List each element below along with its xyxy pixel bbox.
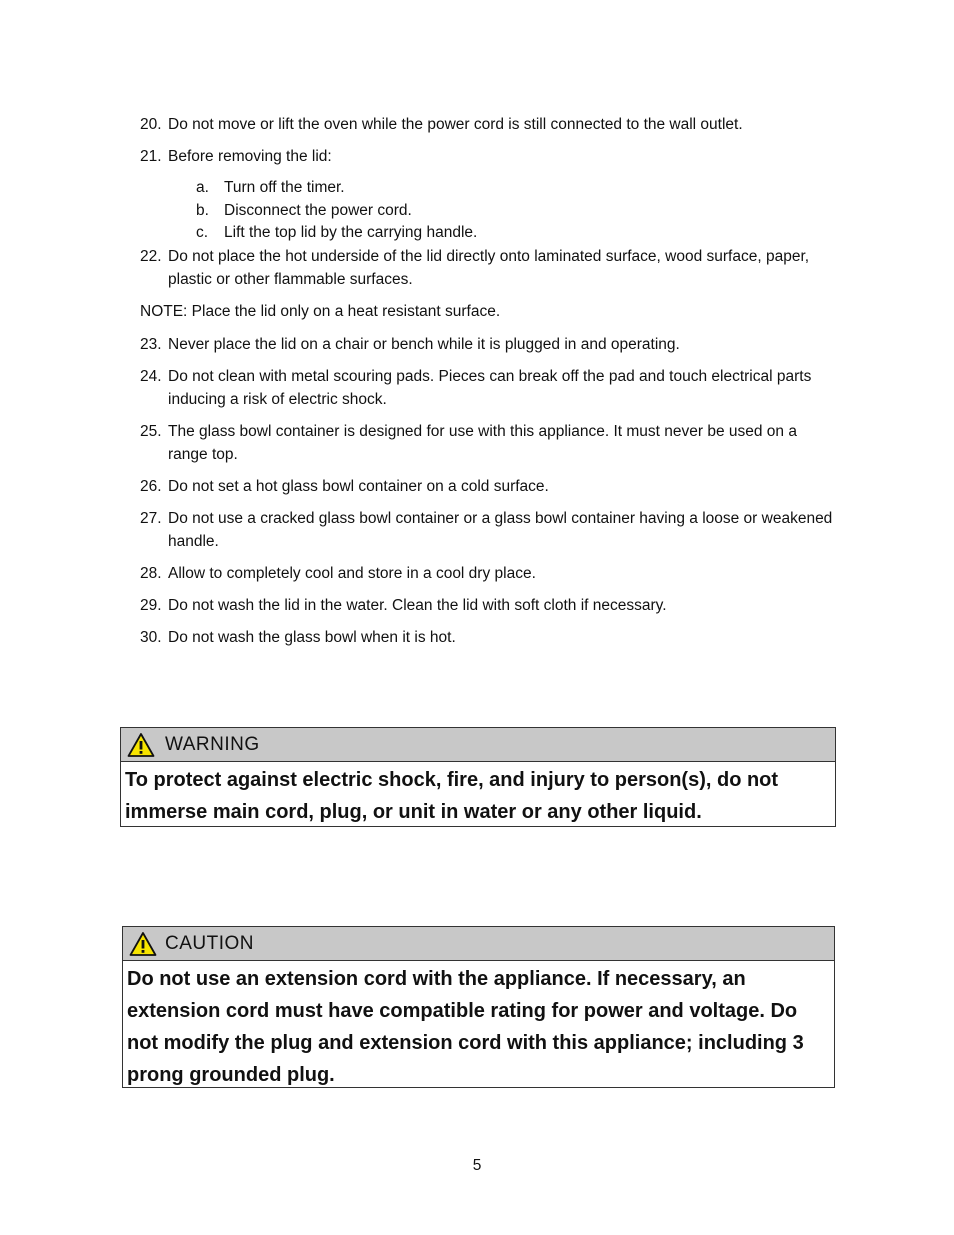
item-number: 22. [140, 248, 162, 265]
item-text: Do not move or lift the oven while the power cord is still connected to the wall outlet. [168, 116, 743, 133]
warning-label: WARNING [165, 733, 260, 755]
sub-item-a [196, 177, 816, 199]
item-text: Do not use a cracked glass bowl container or a glass bowl container having a loose or weakened handle. [168, 510, 833, 550]
item-number: 24. [140, 368, 162, 385]
item-number: 21. [140, 148, 162, 165]
list-item-28 [140, 562, 840, 585]
sub-item-letter: b. [196, 202, 209, 219]
caution-box [122, 926, 835, 1088]
item-text: Before removing the lid: [168, 148, 332, 165]
item-text: The glass bowl container is designed for use with this appliance. It must never be used on a range top. [168, 423, 797, 463]
list-item-20 [140, 113, 840, 136]
sub-item-c [196, 222, 816, 244]
sub-item-text: Turn off the timer. [224, 179, 345, 196]
item-text: Do not place the hot underside of the lid directly onto laminated surface, wood surface, paper, plastic or other flammable surfaces. [168, 248, 810, 288]
list-item-30 [140, 626, 840, 649]
item-text: Do not wash the glass bowl when it is hot. [168, 629, 456, 646]
warning-box [120, 727, 836, 827]
warning-triangle-icon [129, 931, 157, 957]
sub-item-letter: a. [196, 179, 209, 196]
caution-header [123, 927, 834, 961]
warning-text: To protect against electric shock, fire, and injury to person(s), do not immerse main cord, plug, or unit in water or any other liquid. [125, 769, 779, 823]
list-item-24 [140, 365, 840, 411]
item-text: Never place the lid on a chair or bench while it is plugged in and operating. [168, 336, 680, 353]
list-item-29 [140, 594, 840, 617]
page-number: 5 [472, 1157, 482, 1174]
sub-item-b [196, 200, 816, 222]
caution-label: CAUTION [165, 932, 254, 954]
item-number: 30. [140, 629, 162, 646]
item-text: Do not clean with metal scouring pads. Pieces can break off the pad and touch electrical parts inducing a risk of electric shock. [168, 368, 812, 408]
item-number: 25. [140, 423, 162, 440]
item-number: 20. [140, 116, 162, 133]
item-number: 29. [140, 597, 162, 614]
sub-item-letter: c. [196, 224, 209, 241]
caution-text: Do not use an extension cord with the appliance. If necessary, an extension cord must have compatible rating for power and voltage. Do not modify the plug and extension cord with this appliance; including 3 prong grounded plug. [127, 968, 804, 1086]
item-number: 23. [140, 336, 162, 353]
item-number: 27. [140, 510, 162, 527]
warning-header [121, 728, 835, 762]
item-text: Allow to completely cool and store in a cool dry place. [168, 565, 536, 582]
item-text: Do not set a hot glass bowl container on a cold surface. [168, 478, 549, 495]
list-item-25 [140, 420, 840, 466]
sub-item-text: Disconnect the power cord. [224, 202, 412, 219]
note-text: NOTE: Place the lid only on a heat resistant surface. [140, 303, 501, 320]
warning-triangle-icon [127, 732, 155, 758]
sub-item-text: Lift the top lid by the carrying handle. [224, 224, 478, 241]
list-item-23 [140, 333, 840, 356]
list-item-21 [140, 145, 840, 168]
list-item-26 [140, 475, 840, 498]
item-text: Do not wash the lid in the water. Clean the lid with soft cloth if necessary. [168, 597, 667, 614]
item-number: 26. [140, 478, 162, 495]
list-item-22 [140, 245, 840, 291]
item-number: 28. [140, 565, 162, 582]
list-item-27 [140, 507, 840, 553]
